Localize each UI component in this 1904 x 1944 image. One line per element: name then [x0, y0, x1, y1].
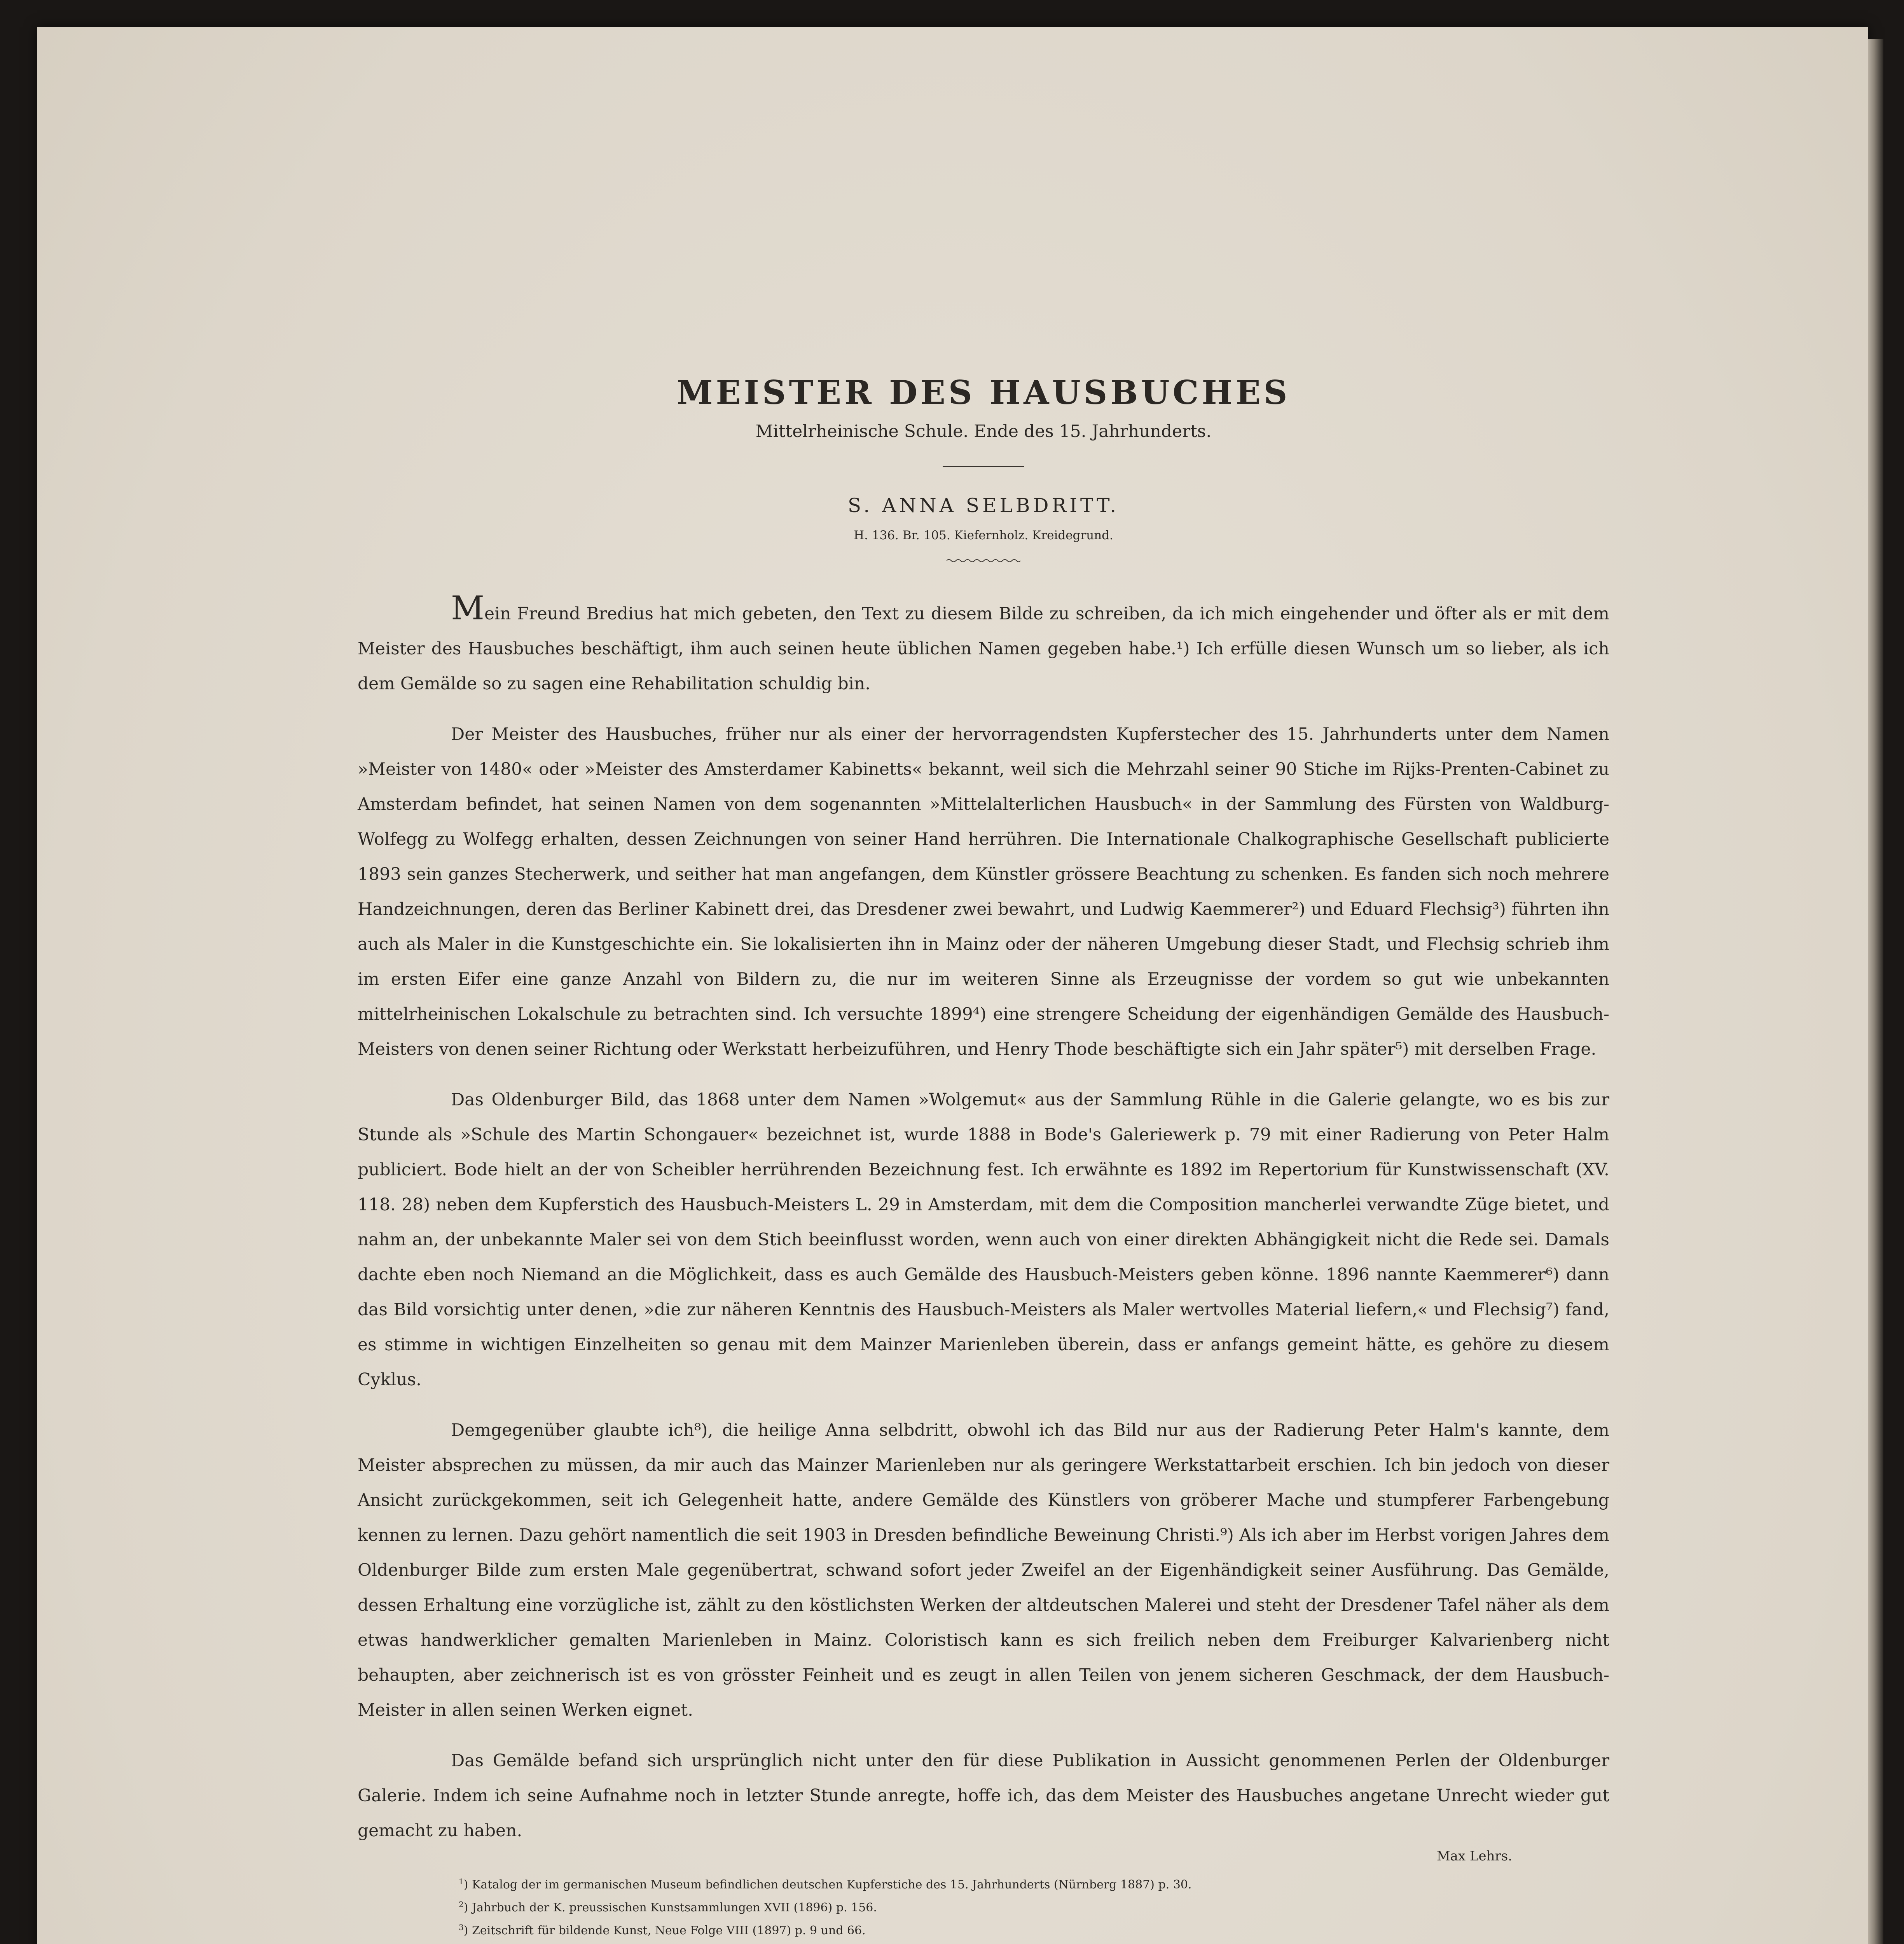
- footnote: $^1$) Katalog der im germanischen Museum befindlichen deutschen Kupferstiche des 15. Jahrhunderts (Nürnberg 1887) p. 30.: [459, 1876, 1192, 1892]
- footnote-number: 2: [459, 1899, 464, 1909]
- footnote-text: Jahrbuch der K. preussischen Kunstsammlungen XVII (1896) p. 156.: [472, 1900, 877, 1914]
- paragraph-4: Demgegenüber glaubte ich⁸), die heilige Anna selbdritt, obwohl ich das Bild nur aus der Radierung Peter Halm's kannte, dem Meister absprechen zu müssen, da mir auch das Mainzer Marienleben nur als geringere Werkstattarbeit erschien. Ich bin jedoch von dieser Ansicht zurückgekommen, seit ich Gelegenheit hatte, andere Gemälde des Künstlers von gröberer Mache und stumpferer Farbengebung kennen zu lernen. Dazu gehört namentlich die seit 1903 in Dresden befindliche Beweinung Christi.⁹) Als ich aber im Herbst vorigen Jahres dem Oldenburger Bilde zum ersten Male gegenübertrat, schwand sofort jeder Zweifel an der Eigenhändigkeit seiner Ausführung. Das Gemälde, dessen Erhaltung eine vorzügliche ist, zählt zu den köstlichsten Werken der altdeutschen Malerei und steht der Dresdener Tafel näher als dem etwas handwerklicher gemalten Marienleben in Mainz. Coloristisch kann es sich freilich neben dem Freiburger Kalvarienberg nicht behaupten, aber zeichnerisch ist es von grösster Feinheit und es zeugt in allen Teilen von jenem sicheren Geschmack, der dem Hausbuch-Meister in allen seinen Werken eignet.: [358, 1420, 1609, 1720]
- title-divider: [943, 466, 1024, 467]
- footnote-text: Katalog der im germanischen Museum befindlichen deutschen Kupferstiche des 15. Jahrhunderts (Nürnberg 1887) p. 30.: [472, 1878, 1192, 1892]
- footnotes: [459, 1872, 1609, 1944]
- work-meta: H. 136. Br. 105. Kiefernholz. Kreidegrund.: [854, 528, 1113, 542]
- footnote: $^3$) Zeitschrift für bildende Kunst, Neue Folge VIII (1897) p. 9 und 66.: [459, 1922, 866, 1937]
- paragraph-1: [358, 589, 1609, 701]
- footnote: $^2$) Jahrbuch der K. preussischen Kunstsammlungen XVII (1896) p. 156.: [459, 1899, 877, 1914]
- footnote: [459, 1941, 1609, 1944]
- ornament-divider: [947, 558, 1020, 563]
- document-content: [358, 373, 1609, 1944]
- page-subtitle: Mittelrheinische Schule. Ende des 15. Jahrhunderts.: [755, 421, 1212, 441]
- footnote-number: 1: [459, 1876, 464, 1886]
- work-title: S. ANNA SELBDRITT.: [847, 494, 1120, 517]
- drop-cap: M: [451, 589, 485, 627]
- footnote-text: Zeitschrift für bildende Kunst, Neue Folge VIII (1897) p. 9 und 66.: [472, 1923, 866, 1937]
- footnote-number: 3: [459, 1922, 464, 1932]
- paragraph-3: Das Oldenburger Bild, das 1868 unter dem Namen »Wolgemut« aus der Sammlung Rühle in die Galerie gelangte, wo es bis zur Stunde als »Schule des Martin Schongauer« bezeichnet ist, wurde 1888 in Bode's Galeriewerk p. 79 mit einer Radierung von Peter Halm publiciert. Bode hielt an der von Scheibler herrührenden Bezeichnung fest. Ich erwähnte es 1892 im Repertorium für Kunstwissenschaft (XV. 118. 28) neben dem Kupferstich des Hausbuch-Meisters L. 29 in Amsterdam, mit dem die Composition mancherlei verwandte Züge bietet, und nahm an, der unbekannte Maler sei von dem Stich beeinflusst worden, wenn auch von einer direkten Abhängigkeit nicht die Rede sei. Damals dachte eben noch Niemand an die Möglichkeit, dass es auch Gemälde des Hausbuch-Meisters geben könne. 1896 nannte Kaemmerer⁶) dann das Bild vorsichtig unter denen, »die zur näheren Kenntnis des Hausbuch-Meisters als Maler wertvolles Material liefern,« und Flechsig⁷) fand, es stimme in wichtigen Einzelheiten so genau mit dem Mainzer Marienleben überein, dass er anfangs gemeint hätte, es gehöre zu diesem Cyklus.: [358, 1089, 1609, 1390]
- author-signature: Max Lehrs.: [1436, 1848, 1512, 1864]
- page-edge: [1868, 39, 1883, 1944]
- page-title: MEISTER DES HAUSBUCHES: [676, 373, 1291, 412]
- paragraph-2: Der Meister des Hausbuches, früher nur als einer der hervorragendsten Kupferstecher des 15. Jahrhunderts unter dem Namen »Meister von 1480« oder »Meister des Amsterdamer Kabinetts« bekannt, weil sich die Mehrzahl seiner 90 Stiche im Rijks-Prenten-Cabinet zu Amsterdam befindet, hat seinen Namen von dem sogenannten »Mittelalterlichen Hausbuch« in der Sammlung des Fürsten von Waldburg-Wolfegg zu Wolfegg erhalten, dessen Zeichnungen von seiner Hand herrühren. Die Internationale Chalkographische Gesellschaft publicierte 1893 sein ganzes Stecherwerk, und seither hat man angefangen, dem Künstler grössere Beachtung zu schenken. Es fanden sich noch mehrere Handzeichnungen, deren das Berliner Kabinett drei, das Dresdener zwei bewahrt, und Ludwig Kaemmerer²) und Eduard Flechsig³) führten ihn auch als Maler in die Kunstgeschichte ein. Sie lokalisierten ihn in Mainz oder der näheren Umgebung dieser Stadt, und Flechsig schrieb ihm im ersten Eifer eine ganze Anzahl von Bildern zu, die nur im weiteren Sinne als Erzeugnisse der vordem so gut wie unbekannten mittelrheinischen Lokalschule zu betrachten sind. Ich versuchte 1899⁴) eine strengere Scheidung der eigenhändigen Gemälde des Hausbuch-Meisters von denen seiner Richtung oder Werkstatt herbeizuführen, und Henry Thode beschäftigte sich ein Jahr später⁵) mit derselben Frage.: [358, 724, 1609, 1059]
- paragraph-1-text: ein Freund Bredius hat mich gebeten, den Text zu diesem Bilde zu schreiben, da ich mich eingehender und öfter als er mit dem Meister des Hausbuches beschäftigt, ihm auch seinen heute üblichen Namen gegeben habe.¹) Ich erfülle diesen Wunsch um so lieber, als ich dem Gemälde so zu sagen eine Rehabilitation schuldig bin.: [358, 603, 1609, 694]
- paragraph-5: Das Gemälde befand sich ursprünglich nicht unter den für diese Publikation in Aussicht genommenen Perlen der Oldenburger Galerie. Indem ich seine Aufnahme noch in letzter Stunde anregte, hoffe ich, das dem Meister des Hausbuches angetane Unrecht wieder gut gemacht zu haben.: [358, 1750, 1609, 1841]
